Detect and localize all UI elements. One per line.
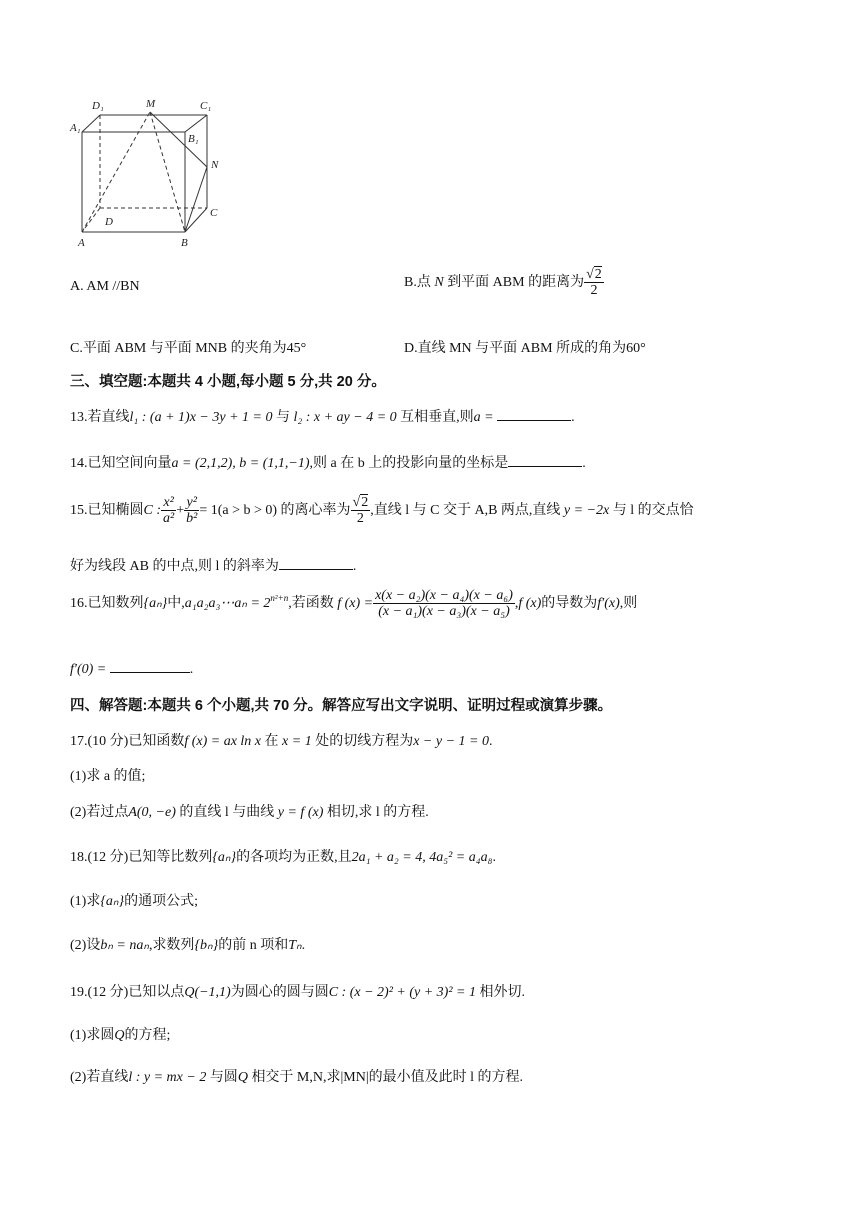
option-d: D.直线 MN 与平面 ABM 所成的角为60° (404, 341, 646, 356)
question-19-part-2: (2)若直线l : y = mx − 2 与圆Q 相交于 M,N,求|MN|的最小值及此时 l 的方程. (70, 1070, 524, 1085)
segment-am (82, 112, 150, 232)
question-14: 14.已知空间向量a = (2,1,2), b = (1,1,−1),则 a 在 b 上的投影向量的坐标是 . (70, 456, 586, 471)
question-15-cont: 好为线段 AB 的中点,则 l 的斜率为 . (70, 559, 357, 574)
question-13: 13.若直线l₁ : (a + 1)x − 3y + 1 = 0 与 l₂ : x + ay − 4 = 0 互相垂直,则a = . (70, 410, 575, 425)
label-n: N (211, 159, 219, 171)
section-4-title: 四、解答题:本题共 6 个小题,共 70 分。解答应写出文字说明、证明过程或演算步骤。 (70, 698, 613, 714)
segment-bn (185, 167, 207, 232)
question-17-part-1: (1)求 a 的值; (70, 769, 146, 784)
question-19-part-1: (1)求圆Q的方程; (70, 1028, 171, 1043)
option-a: A. AM //BN (70, 279, 140, 294)
label-a: A (78, 237, 85, 249)
edge-ad (82, 208, 100, 232)
option-b: B.点 N 到平面 ABM 的距离为 $\frac{√2}{2}$ (404, 267, 602, 299)
question-18-part-2: (2)设bₙ = naₙ,求数列{bₙ}的前 n 项和Tₙ. (70, 938, 306, 953)
question-16-cont: f′(0) = . (70, 662, 194, 677)
question-17: 17.(10 分)已知函数f (x) = ax ln x 在 x = 1 处的切线方程为x − y − 1 = 0. (70, 734, 493, 749)
edge-b1c1 (185, 115, 207, 132)
question-18-part-1: (1)求{aₙ}的通项公式; (70, 894, 198, 909)
label-m: M (146, 98, 156, 110)
question-19: 19.(12 分)已知以点Q(−1,1)为圆心的圆与圆C : (x − 2)² + (y + 3)² = 1 相外切. (70, 985, 525, 1000)
answer-blank-15 (279, 557, 353, 570)
option-c: C.平面 ABM 与平面 MNB 的夹角为45° (70, 341, 307, 356)
label-a1: A₁ (70, 122, 81, 134)
label-c1: C₁ (200, 100, 212, 112)
label-b: B (181, 237, 188, 249)
answer-blank-13 (497, 408, 571, 421)
question-15: 15.已知椭圆C : $\frac{\text{x²}}{\text{a²}}$ + $\frac{\text{y²}}{\text{b²}}$ = 1(a > b > 0) 的离心率为 $\frac{√2}{2}$ ,直线 l 与 C 交于 A,B 两点,直线 y = −2x 与 l 的交点恰 (70, 495, 694, 527)
label-d: D (105, 216, 113, 228)
edge-bc (185, 208, 207, 232)
question-16: 16.已知数列{aₙ}中,a₁a₂a₃⋯aₙ = $2^{n^2+n}$,若函数 f (x) = $\frac{\text{x(x − a₂)(x − a₄)(x − a₆)}}{\text{(x − a₁)(x − a₃)(x − a₅)}}$ ,f (x)的导数为f′(x),则 (70, 588, 638, 620)
question-17-part-2: (2)若过点A(0, −e) 的直线 l 与曲线 y = f (x) 相切,求 l 的方程. (70, 805, 429, 820)
question-18: 18.(12 分)已知等比数列{aₙ}的各项均为正数,且2a₁ + a₂ = 4, 4a₅² = a₄a₈. (70, 850, 496, 865)
cube-figure (62, 95, 232, 250)
answer-blank-14 (508, 454, 582, 467)
label-b1: B₁ (188, 133, 199, 145)
answer-blank-16 (110, 660, 190, 673)
edge-a1d1 (82, 115, 100, 132)
section-3-title: 三、填空题:本题共 4 小题,每小题 5 分,共 20 分。 (70, 374, 386, 390)
label-c: C (210, 207, 218, 219)
segment-mb (150, 112, 185, 232)
label-d1: D₁ (92, 100, 104, 112)
